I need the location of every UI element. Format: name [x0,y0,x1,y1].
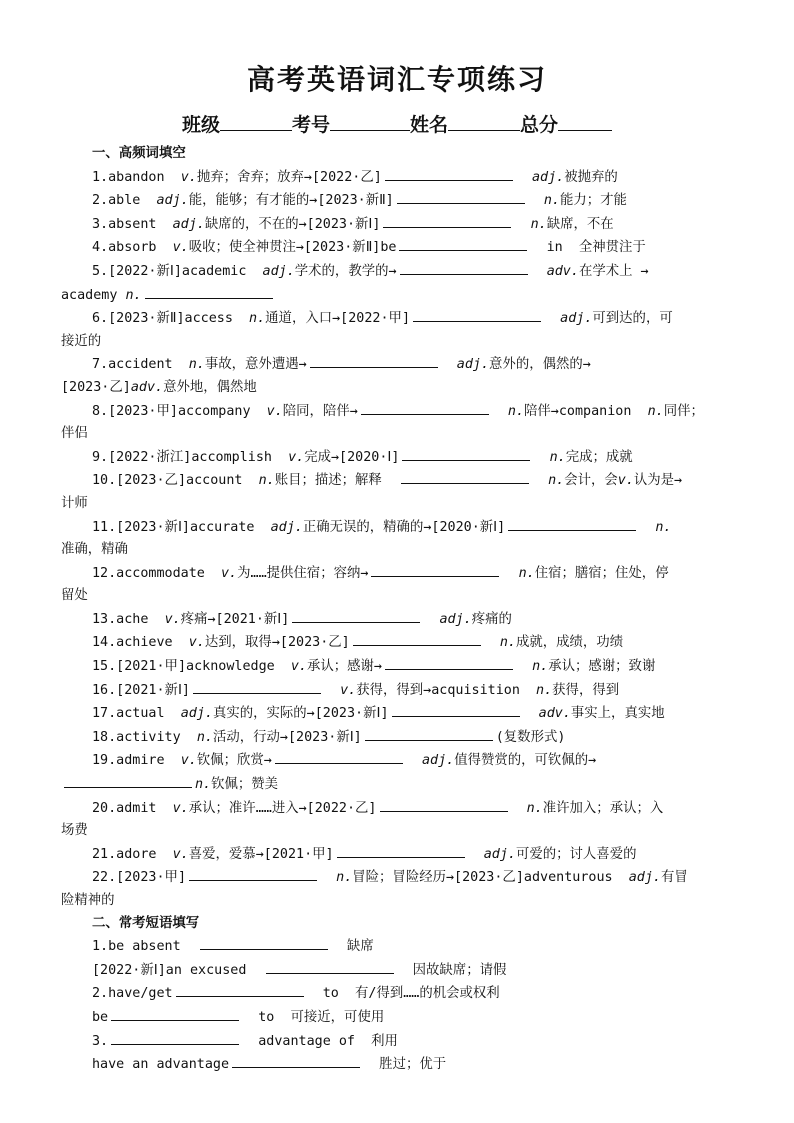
item-meaning: academy [61,287,126,303]
exam-no-field[interactable] [330,110,410,131]
vocab-item [61,866,737,890]
answer-blank[interactable] [275,749,403,764]
item-meaning: 完成；成就 [565,449,633,465]
vocab-item [61,469,737,493]
item-connector [484,635,500,650]
vocab-item-continued [61,377,737,400]
part-of-speech: v. [172,800,189,816]
part-of-speech: v. [288,449,305,465]
vocab-item-continued [61,331,737,354]
item-meaning: 获得，得到→acquisition [356,682,537,698]
vocab-item [61,749,737,773]
part-of-speech: v. [164,611,181,627]
part-of-speech: v. [340,682,357,698]
item-meaning: 疼痛→[2021·新Ⅰ] [180,611,290,627]
item-meaning: 意外的，偶然的→ [489,357,591,373]
item-head: 15.[2021·甲]acknowledge [92,659,291,675]
vocab-item-continued [61,284,737,308]
vocab-item [61,726,737,750]
item-meaning: 钦佩；欣赏→ [196,753,272,769]
part-of-speech: n. [195,777,212,793]
item-head: 12.accommodate [92,565,221,581]
part-of-speech: n. [549,449,566,465]
item-meaning: 疼痛的 [471,611,512,627]
item-head: 1.abandon [92,169,181,185]
item-connector [511,801,527,816]
phrase-head: be [92,1009,109,1025]
phrase-item [61,959,737,983]
part-of-speech: n. [249,311,266,327]
item-meaning: 可到达的，可 [592,311,673,327]
item-connector [516,170,532,185]
item-meaning: 缺席，不在 [546,216,614,232]
vocab-item [61,655,737,679]
part-of-speech: adj. [270,519,303,535]
part-of-speech: v. [180,753,197,769]
item-meaning: 承认；感谢；致谢 [548,659,656,675]
answer-blank[interactable] [385,655,513,670]
phrase-meaning: 缺席 [330,939,374,955]
part-of-speech: n. [647,403,664,419]
part-of-speech: adj. [439,611,472,627]
vocab-item [61,353,737,377]
item-head: 3.absent [92,216,173,232]
part-of-speech: adj. [156,193,189,209]
item-head: 10.[2023·乙]account [92,473,259,489]
part-of-speech: adv. [130,379,164,395]
item-connector [516,659,532,674]
phrase-head: have an advantage [92,1057,230,1073]
answer-blank[interactable] [337,843,465,858]
item-meaning: 抛弃；舍弃；放弃→[2022·乙] [196,169,382,185]
score-field[interactable] [558,110,612,131]
page-title: 高考英语词汇专项练习 [246,63,547,96]
vocab-item [61,797,737,821]
item-meaning: 留处 [61,588,88,604]
item-meaning: 准许加入；承认；入 [542,800,664,816]
item-head: 20.admit [92,800,173,816]
vocab-item [61,260,737,284]
answer-blank[interactable] [397,189,525,204]
answer-blank[interactable] [361,400,489,415]
item-meaning: 伴侣 [61,426,88,442]
item-meaning: 被抛弃的 [564,169,618,185]
part-of-speech: v. [221,565,238,581]
item-meaning: 有冒 [660,870,688,886]
phrase-item [61,1053,737,1077]
part-of-speech: v. [188,635,205,651]
phrase-item [61,1006,737,1030]
answer-blank[interactable] [64,773,192,788]
item-head: 5.[2022·新Ⅰ]academic [92,263,263,279]
answer-blank[interactable] [371,562,499,577]
part-of-speech: v. [172,846,189,862]
phrase-meaning: to 可接近，可使用 [242,1009,385,1025]
part-of-speech: n. [526,800,543,816]
vocab-item [61,213,737,237]
vocab-item [61,400,737,424]
item-connector [324,683,340,698]
vocab-item [61,516,737,540]
part-of-speech: n. [543,193,560,209]
part-of-speech: v. [180,169,197,185]
score-label: 总分 [520,114,559,136]
section-heading: 一、高频词填空 [92,146,186,161]
vocab-item [61,236,737,260]
item-meaning: 陪伴→companion [524,403,648,419]
item-meaning: 能，能够；有才能的→[2023·新Ⅱ] [188,193,394,209]
phrase-meaning: to 有/得到……的机会或权利 [306,986,500,1002]
part-of-speech: v. [617,473,634,489]
item-meaning: 账目；描述；解释 [274,473,398,489]
vocab-item-continued [61,585,737,608]
answer-blank[interactable] [292,608,420,623]
phrase-item [61,982,737,1006]
part-of-speech: n. [530,216,547,232]
answer-blank[interactable] [266,959,394,974]
answer-blank[interactable] [193,679,321,694]
phrase-head: [2022·新Ⅰ]an excused [92,962,263,978]
item-meaning: (复数形式) [495,729,566,745]
item-head: 4.absorb [92,240,173,256]
item-meaning: 正确无误的，精确的→[2020·新Ⅰ] [302,519,506,535]
part-of-speech: n. [548,473,565,489]
vocab-item-continued [61,539,737,562]
item-meaning: [2023·乙] [61,379,131,395]
item-head: 8.[2023·甲]accompany [92,403,267,419]
vocab-item [61,679,737,703]
item-head: 13.ache [92,611,165,627]
part-of-speech: adj. [560,311,593,327]
item-meaning: 场费 [61,823,88,839]
item-meaning: 通道，入口→[2022·甲] [265,311,411,327]
section-heading: 二、常考短语填写 [92,915,200,931]
answer-blank[interactable] [413,307,541,322]
phrase-head: 3. [92,1033,109,1049]
item-meaning: 会计，会 [564,473,618,489]
vocab-list [61,166,737,913]
vocab-item-continued [61,890,737,913]
item-meaning: 事故，意外遭遇→ [204,357,307,373]
exam-no-label: 考号 [291,114,330,136]
item-meaning: 陪同，陪伴→ [282,403,358,419]
item-head: 7.accident [92,357,189,373]
item-meaning: 缺席的，不在的→[2023·新Ⅰ] [204,216,381,232]
item-meaning: 值得赞赏的，可钦佩的→ [454,753,597,769]
item-meaning: 住宿；膳宿；住处，停 [534,565,669,581]
vocab-item [61,166,737,190]
item-head: 18.activity [92,729,197,745]
phrase-item [61,1030,737,1054]
part-of-speech: adj. [456,357,490,373]
part-of-speech: n. [499,635,516,651]
item-connector [528,193,544,208]
answer-blank[interactable] [111,1030,239,1045]
phrase-head: 2.have/get [92,986,173,1002]
name-label: 姓名 [410,114,449,136]
answer-blank[interactable] [400,260,528,275]
answer-blank[interactable] [232,1053,360,1068]
item-meaning: 真实的，实际的→[2023·新Ⅰ] [212,706,389,722]
class-field[interactable] [220,110,292,131]
part-of-speech: n. [258,473,275,489]
item-meaning: 认为是→ [633,473,683,489]
vocab-item [61,608,737,632]
answer-blank[interactable] [310,353,438,368]
answer-blank[interactable] [401,469,529,484]
item-connector: in [530,240,579,256]
item-meaning: 为……提供住宿；容纳→ [237,565,369,581]
item-connector [468,847,484,862]
answer-blank[interactable] [380,797,508,812]
answer-blank[interactable] [383,213,511,228]
item-connector [320,870,336,885]
item-meaning: 意外地，偶然地 [163,379,257,395]
item-meaning: 完成→[2020·Ⅰ] [304,449,400,465]
part-of-speech: n. [507,403,525,419]
part-of-speech: n. [518,565,535,581]
answer-blank[interactable] [508,516,636,531]
item-meaning: 事实上，真实地 [570,706,665,722]
vocab-item [61,189,737,213]
item-meaning: 接近的 [61,333,102,349]
item-connector [531,264,547,279]
phrase-item [61,935,737,959]
part-of-speech: n. [196,729,213,745]
item-meaning: 计师 [61,495,88,511]
item-meaning: 同伴； [663,403,704,419]
item-meaning: 学术的，教学的→ [294,263,397,279]
vocab-item [61,631,737,655]
answer-blank[interactable] [353,631,481,646]
item-meaning: 活动，行动→[2023·新Ⅰ] [212,729,362,745]
item-meaning: 承认；准许……进入→[2022·乙] [188,800,377,816]
worksheet-content [61,143,737,1077]
item-head: 6.[2023·新Ⅱ]access [92,311,250,327]
phrase-meaning: 胜过；优于 [363,1057,447,1073]
item-head: 14.achieve [92,635,189,651]
part-of-speech: n. [655,519,672,535]
item-meaning: 险精神的 [61,893,115,908]
part-of-speech: adj. [172,216,205,232]
answer-blank[interactable] [200,935,328,950]
part-of-speech: v. [266,403,283,419]
part-of-speech: n. [188,357,205,373]
item-head: 11.[2023·新Ⅰ]accurate [92,519,271,535]
part-of-speech: n. [125,287,142,303]
part-of-speech: n. [532,659,549,675]
answer-blank[interactable] [365,726,493,741]
item-meaning: 吸收；使全神贯注→[2023·新Ⅱ]be [188,240,397,256]
part-of-speech: adv. [538,706,571,722]
item-connector [639,520,655,535]
item-head: 17.actual [92,706,181,722]
answer-blank[interactable] [189,866,317,881]
item-connector [423,612,439,627]
phrase-head: 1.be absent [92,939,197,955]
item-meaning: 钦佩；赞美 [211,777,279,793]
vocab-item-continued [61,423,737,446]
answer-blank[interactable] [392,702,520,717]
part-of-speech: adv. [546,263,579,279]
item-meaning: 达到，取得→[2023·乙] [204,635,350,651]
answer-blank[interactable] [145,284,273,299]
item-head: 19.admire [92,753,181,769]
item-connector [533,450,549,465]
part-of-speech: n. [536,682,553,698]
vocab-item [61,562,737,586]
item-connector [502,566,518,581]
item-meaning: 可爱的；讨人喜爱的 [515,846,637,862]
item-meaning: 成就，成绩，功绩 [515,635,624,651]
class-label: 班级 [181,114,220,136]
item-head: 2.able [92,193,157,209]
item-connector [441,357,457,372]
vocab-item-continued [61,493,737,516]
answer-blank[interactable] [385,166,513,181]
item-connector [544,311,560,326]
answer-blank[interactable] [176,982,304,997]
student-info-line [0,110,794,140]
part-of-speech: adj. [180,706,213,722]
vocab-item [61,307,737,331]
phrase-meaning: 因故缺席；请假 [396,962,507,978]
part-of-speech: v. [172,240,189,256]
vocab-item-continued [61,820,737,843]
item-connector [514,217,530,232]
item-meaning: 全神贯注于 [578,240,646,256]
item-meaning: 准确，精确 [61,542,128,558]
vocab-item [61,446,737,470]
item-connector [523,706,539,721]
item-meaning: 在学术上 → [578,263,649,279]
item-meaning: 能力；才能 [560,193,627,209]
answer-blank[interactable] [111,1006,239,1021]
answer-blank[interactable] [399,236,527,251]
phrase-list [61,935,737,1077]
item-meaning: 喜爱，爱慕→[2021·甲] [188,846,334,862]
item-connector [406,753,422,768]
answer-blank[interactable] [402,446,530,461]
item-connector [492,404,508,419]
part-of-speech: adj. [421,753,455,769]
item-head: 9.[2022·浙江]accomplish [92,449,289,465]
vocab-item [61,843,737,867]
item-meaning: 冒险；冒险经历→[2023·乙]adventurous [352,870,629,886]
item-head: 22.[2023·甲] [92,870,187,886]
part-of-speech: n. [336,870,353,886]
part-of-speech: adj. [628,870,661,886]
vocab-item [61,702,737,726]
item-head: 16.[2021·新Ⅰ] [92,682,190,698]
item-head: 21.adore [92,846,173,862]
part-of-speech: adj. [483,846,516,862]
part-of-speech: adj. [531,169,565,185]
item-meaning: 获得，得到 [552,682,620,698]
item-connector [532,473,548,488]
item-meaning: 承认；感谢→ [306,659,382,675]
phrase-meaning: advantage of 利用 [242,1033,398,1049]
vocab-item-continued [61,773,737,797]
part-of-speech: v. [290,659,307,675]
part-of-speech: adj. [262,263,295,279]
name-field[interactable] [448,110,520,131]
